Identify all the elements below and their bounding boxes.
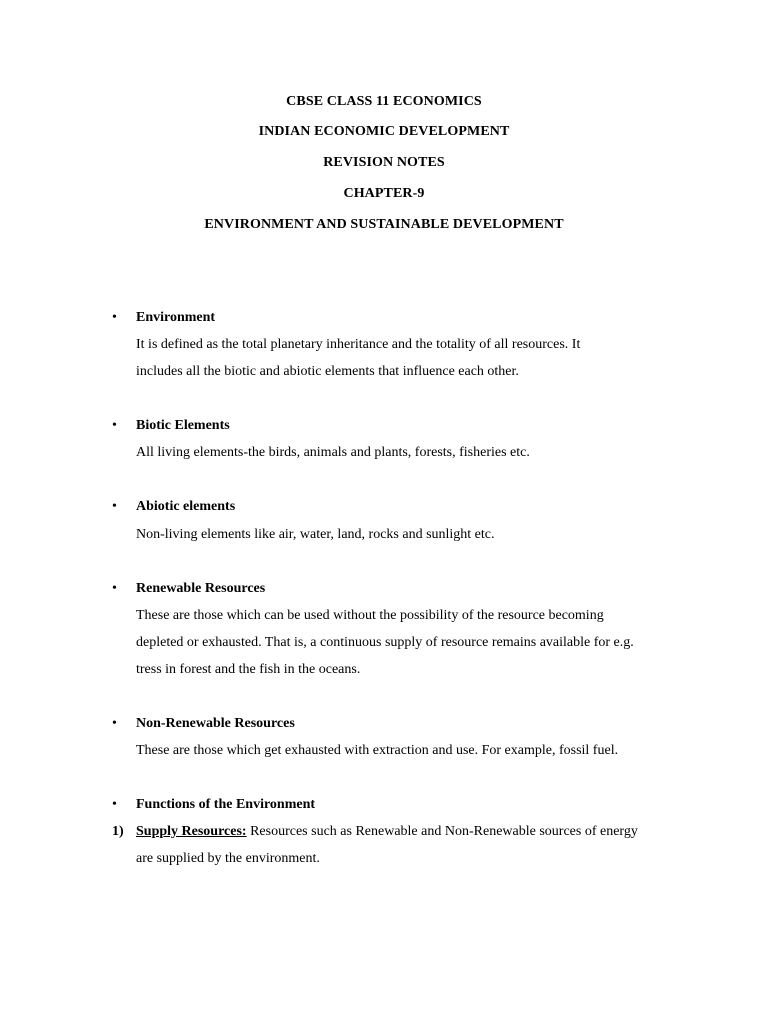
document-title-notes: REVISION NOTES xyxy=(323,155,445,170)
section-heading-environment: Environment xyxy=(136,310,216,325)
section-text-environment-line-2: includes all the biotic and abiotic elements that influence each other. xyxy=(136,364,519,379)
section-heading-renewable: Renewable Resources xyxy=(136,581,266,596)
section-heading-functions: Functions of the Environment xyxy=(136,797,316,812)
list-item-supply-resources xyxy=(136,823,638,841)
document-title-course: CBSE CLASS 11 ECONOMICS xyxy=(286,94,482,109)
section-text-renewable-line-2: depleted or exhausted. That is, a continuous supply of resource remains available for e.g. xyxy=(136,635,634,650)
section-text-nonrenewable-line-1: These are those which get exhausted with extraction and use. For example, fossil fuel. xyxy=(136,743,619,758)
section-text-renewable-line-3: tress in forest and the fish in the oceans. xyxy=(136,662,361,677)
section-text-abiotic-line-1: Non-living elements like air, water, land, rocks and sunlight etc. xyxy=(136,527,495,542)
section-text-renewable-line-1: These are those which can be used without the possibility of the resource becoming xyxy=(136,608,604,623)
list-number-1: 1) xyxy=(112,824,124,839)
section-text-environment-line-1: It is defined as the total planetary inheritance and the totality of all resources. It xyxy=(136,337,581,352)
section-heading-nonrenewable: Non-Renewable Resources xyxy=(136,716,295,731)
section-heading-biotic: Biotic Elements xyxy=(136,418,230,433)
document-title-subject: INDIAN ECONOMIC DEVELOPMENT xyxy=(258,124,510,139)
bullet-biotic: • xyxy=(112,418,117,433)
bullet-nonrenewable: • xyxy=(112,716,117,731)
document-title-chapter-name: ENVIRONMENT AND SUSTAINABLE DEVELOPMENT xyxy=(204,217,564,232)
list-item-continuation-supply-resources: are supplied by the environment. xyxy=(136,851,320,866)
bullet-renewable: • xyxy=(112,581,117,596)
section-heading-abiotic: Abiotic elements xyxy=(136,499,236,514)
document-title-chapter: CHAPTER-9 xyxy=(343,186,425,201)
bullet-abiotic: • xyxy=(112,499,117,514)
bullet-environment: • xyxy=(112,310,117,325)
list-item-text-supply-resources: Resources such as Renewable and Non-Renewable sources of energy xyxy=(246,824,638,839)
section-text-biotic-line-1: All living elements-the birds, animals and plants, forests, fisheries etc. xyxy=(136,445,530,460)
list-item-label-supply-resources: Supply Resources: xyxy=(136,824,247,839)
bullet-functions: • xyxy=(112,797,117,812)
